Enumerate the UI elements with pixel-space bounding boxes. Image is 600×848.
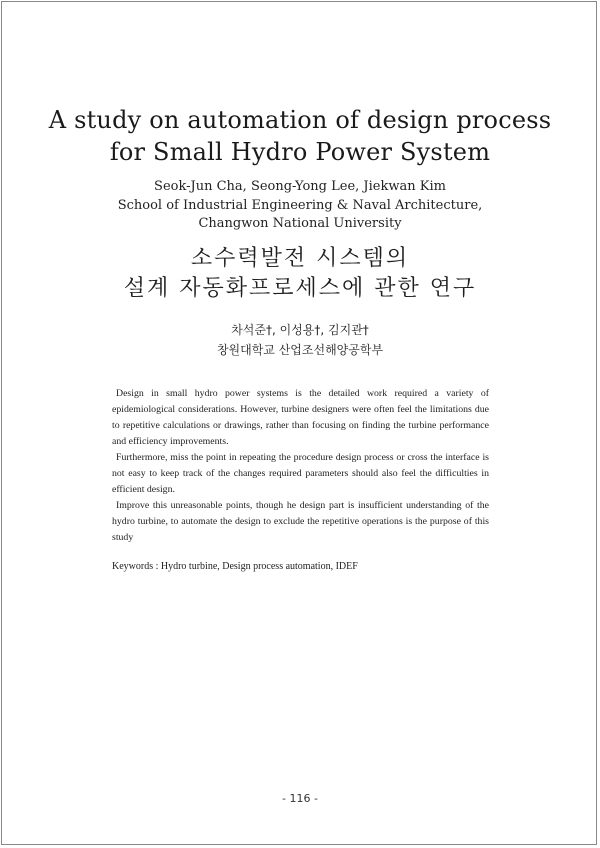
korean-author-names: 차석준†, 이성용†, 김지관† [231,323,369,337]
korean-title-line-1: 소수력발전 시스템의 [190,246,410,271]
author-block [0,178,600,234]
paper-title-line-1: A study on automation of design process [48,106,552,134]
page-number: - 116 - [282,792,318,805]
korean-author-affiliation: 창원대학교 산업조선해양공학부 [216,343,384,357]
korean-title [0,244,600,304]
author-affiliation-line-1: School of Industrial Engineering & Naval Architecture, [117,197,483,213]
abstract [112,386,489,546]
paper-title [0,104,600,168]
author-affiliation-line-2: Changwon National University [198,216,402,231]
paper-title-line-2: for Small Hydro Power System [109,138,491,166]
keywords: Keywords : Hydro turbine, Design process automation, IDEF [112,561,358,572]
abstract-paragraph: Furthermore, miss the point in repeating the procedure design process or cross the interface is not easy to keep track of the changes required parameters should also feel the difficulties in efficient design. [112,452,489,495]
abstract-paragraph: Design in small hydro power systems is the detailed work required a variety of epidemiological considerations. However, turbine designers were often feel the limitations due to repetitive calculations or drawings, rather than focusing on finding the turbine performance and efficiency improvements. [112,388,489,447]
korean-author-block [0,320,600,360]
abstract-paragraph: Improve this unreasonable points, though he design part is insufficient understanding of the hydro turbine, to automate the design to exclude the repetitive operations is the purpose of this study [112,500,489,543]
korean-title-line-2: 설계 자동화프로세스에 관한 연구 [123,276,477,301]
author-names: Seok-Jun Cha, Seong-Yong Lee, Jiekwan Kim [154,179,446,194]
